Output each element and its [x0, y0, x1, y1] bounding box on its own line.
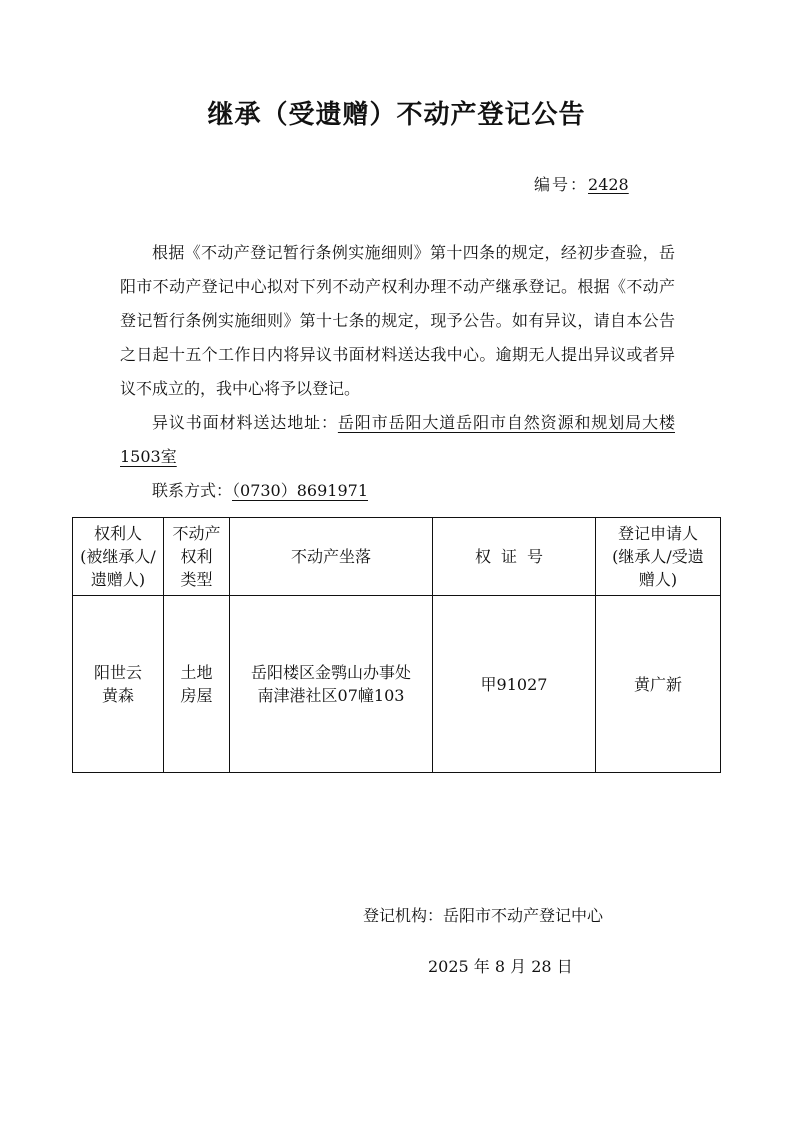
document-number-label: 编号：: [534, 175, 589, 194]
objection-address: [120, 406, 675, 474]
notice-paragraph: 根据《不动产登记暂行条例实施细则》第十四条的规定，经初步查验，岳阳市不动产登记中心拟对下列不动产权利办理不动产继承登记。根据《不动产登记暂行条例实施细则》第十七条的规定，现予公告。如有异议，请自本公告之日起十五个工作日内将异议书面材料送达我中心。逾期无人提出异议或者异议不成立的，我中心将予以登记。: [120, 243, 675, 398]
property-table: [72, 517, 721, 773]
page-title: 继承（受遗赠）不动产登记公告: [207, 100, 586, 130]
document-number: [534, 172, 629, 195]
registration-authority: 登记机构：岳阳市不动产登记中心: [363, 906, 604, 925]
objection-address-label: 异议书面材料送达地址：: [152, 413, 338, 432]
cell-holder: 阳世云 黄森: [73, 596, 164, 773]
header-holder: 权利人 (被继承人/ 遗赠人): [73, 518, 164, 596]
notice-body: [120, 236, 675, 508]
table-header-row: [73, 518, 721, 596]
table-row: [73, 596, 721, 773]
contact-info: [120, 474, 675, 508]
header-certificate: 权证号: [433, 518, 596, 596]
header-applicant: 登记申请人 (继承人/受遗 赠人): [596, 518, 721, 596]
notice-date: 2025 年 8 月 28 日: [428, 957, 573, 976]
cell-location: 岳阳楼区金鹗山办事处 南津港社区07幢103: [230, 596, 433, 773]
header-location: 不动产坐落: [230, 518, 433, 596]
contact-label: 联系方式：: [152, 481, 233, 500]
contact-value: （0730）8691971: [232, 481, 368, 500]
cell-certificate: 甲91027: [433, 596, 596, 773]
cell-right-type: 土地 房屋: [164, 596, 230, 773]
cell-applicant: 黄广新: [596, 596, 721, 773]
document-number-value: 2428: [588, 175, 629, 194]
header-right-type: 不动产 权利 类型: [164, 518, 230, 596]
objection-address-value: 岳阳市岳阳大道岳阳市自然资源和规划局大楼1503室: [120, 413, 675, 466]
